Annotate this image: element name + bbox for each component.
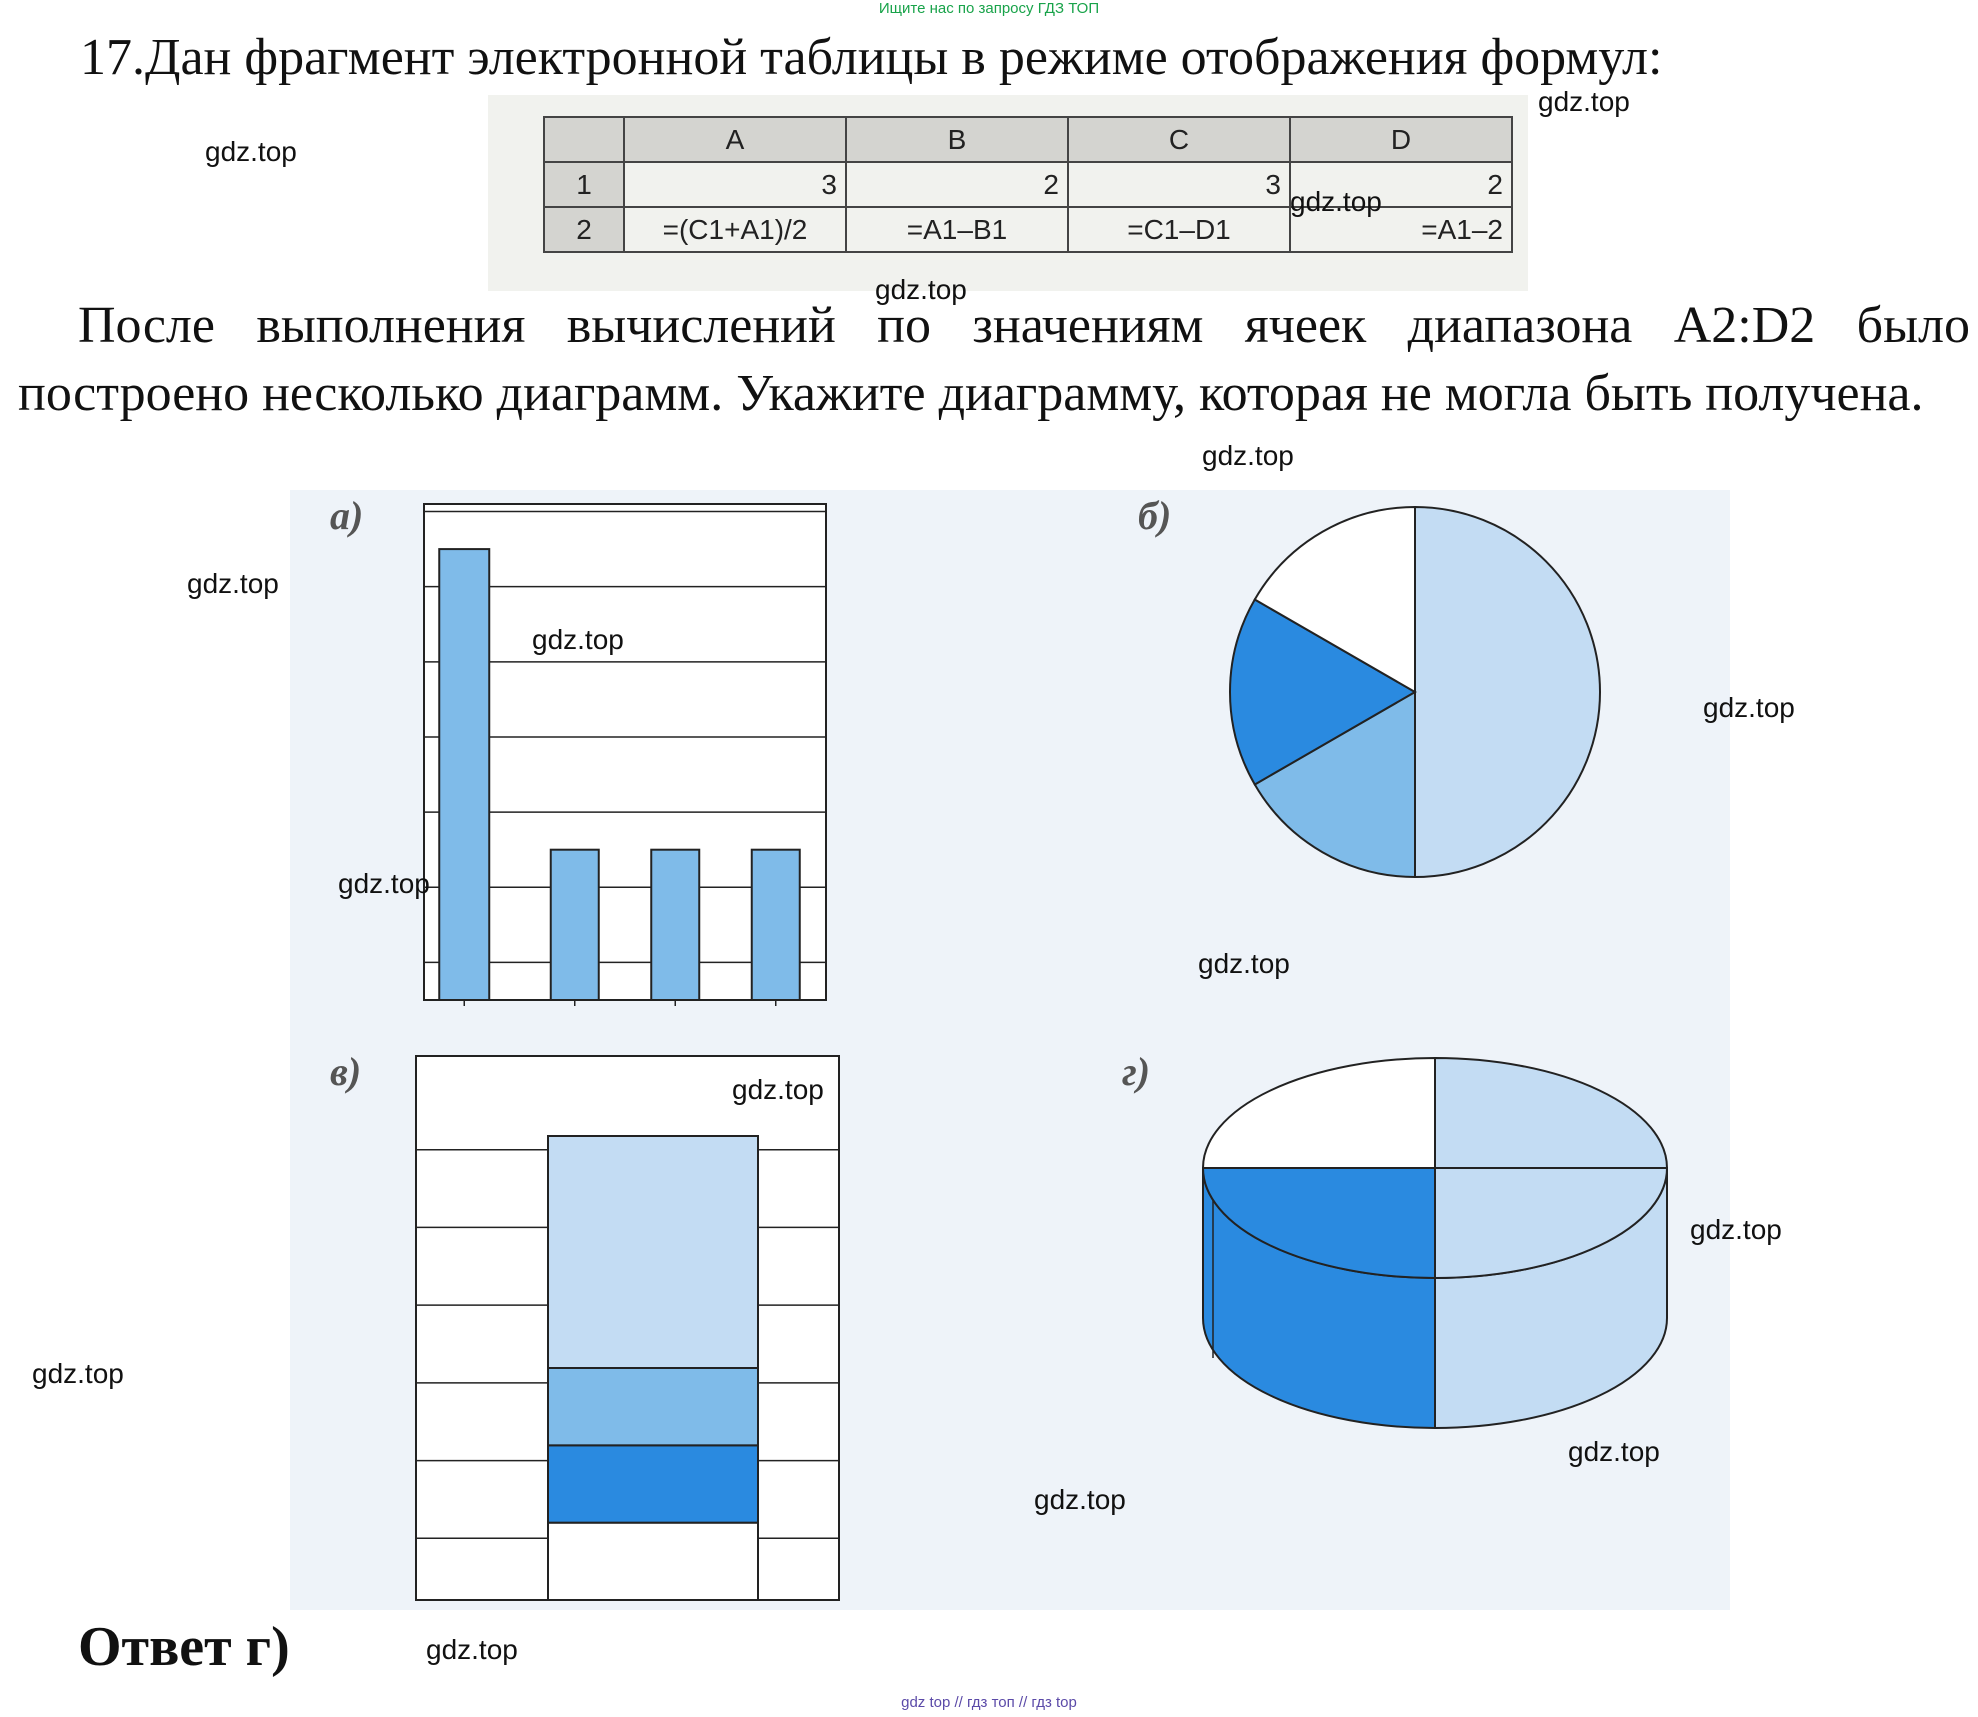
watermark: gdz.top	[732, 1074, 824, 1105]
cell-d1: 2	[1290, 162, 1512, 207]
pie-slice	[1435, 1058, 1667, 1168]
watermark: gdz.top	[1703, 692, 1795, 723]
watermark: gdz.top	[426, 1634, 518, 1665]
figure-label-g: г)	[1122, 1049, 1151, 1094]
watermark: gdz.top	[1034, 1484, 1126, 1515]
cell-c1: 3	[1068, 162, 1290, 207]
column-header: D	[1290, 117, 1512, 162]
bar	[752, 850, 800, 1000]
pie-slice	[1415, 507, 1600, 877]
watermark: gdz.top	[1538, 86, 1630, 117]
task-text-body: После выполнения вычислений по значениям ячеек диапазона A2:D2 было построено несколько диаграмм. Укажите диаграмму, которая не могла быть получена.	[18, 297, 1970, 422]
bar	[651, 850, 699, 1000]
task-title: 17.Дан фрагмент электронной таблицы в режиме отображения формул:	[80, 29, 1663, 86]
row-header: 1	[544, 162, 624, 207]
watermark: gdz.top	[1202, 440, 1294, 471]
row-header: 2	[544, 207, 624, 252]
watermark: gdz.top	[1290, 186, 1382, 217]
bar-segment	[548, 1523, 758, 1600]
bar	[439, 549, 489, 1000]
column-header: B	[846, 117, 1068, 162]
watermark: gdz.top	[875, 274, 967, 305]
figure-label-a: а)	[330, 493, 364, 538]
cell-d2: =A1–2	[1290, 207, 1512, 252]
footer-links[interactable]: gdz top // гдз топ // гдз top	[901, 1694, 1077, 1711]
bar-segment	[548, 1136, 758, 1368]
cell-c2: =C1–D1	[1068, 207, 1290, 252]
bar-segment	[548, 1445, 758, 1522]
task-text	[18, 292, 1970, 428]
search-hint-link[interactable]: Ищите нас по запросу ГДЗ ТОП	[878, 0, 1100, 17]
column-header-row	[544, 117, 1512, 162]
spreadsheet-fragment	[543, 116, 1513, 253]
cell-a1: 3	[624, 162, 846, 207]
watermark: gdz.top	[205, 136, 297, 167]
watermark: gdz.top	[1568, 1436, 1660, 1467]
watermark: gdz.top	[338, 868, 430, 899]
watermark: gdz.top	[1690, 1214, 1782, 1245]
cell-a2: =(C1+A1)/2	[624, 207, 846, 252]
bar	[551, 850, 599, 1000]
cell-b1: 2	[846, 162, 1068, 207]
watermark: gdz.top	[532, 624, 624, 655]
pie-3d-chart	[1200, 1050, 1690, 1430]
pie-chart	[1220, 500, 1620, 890]
watermark: gdz.top	[1198, 948, 1290, 979]
watermark: gdz.top	[187, 568, 279, 599]
watermark: gdz.top	[32, 1358, 124, 1389]
cell-b2: =A1–B1	[846, 207, 1068, 252]
corner-cell	[544, 117, 624, 162]
stacked-bar-chart	[410, 1052, 850, 1612]
bar-segment	[548, 1368, 758, 1445]
pie-slice	[1203, 1058, 1435, 1168]
bar-chart	[420, 500, 840, 1010]
column-header: C	[1068, 117, 1290, 162]
figure-label-v: в)	[330, 1049, 362, 1094]
figure-label-b: б)	[1138, 493, 1172, 538]
column-header: A	[624, 117, 846, 162]
answer: Ответ г)	[78, 1616, 290, 1678]
